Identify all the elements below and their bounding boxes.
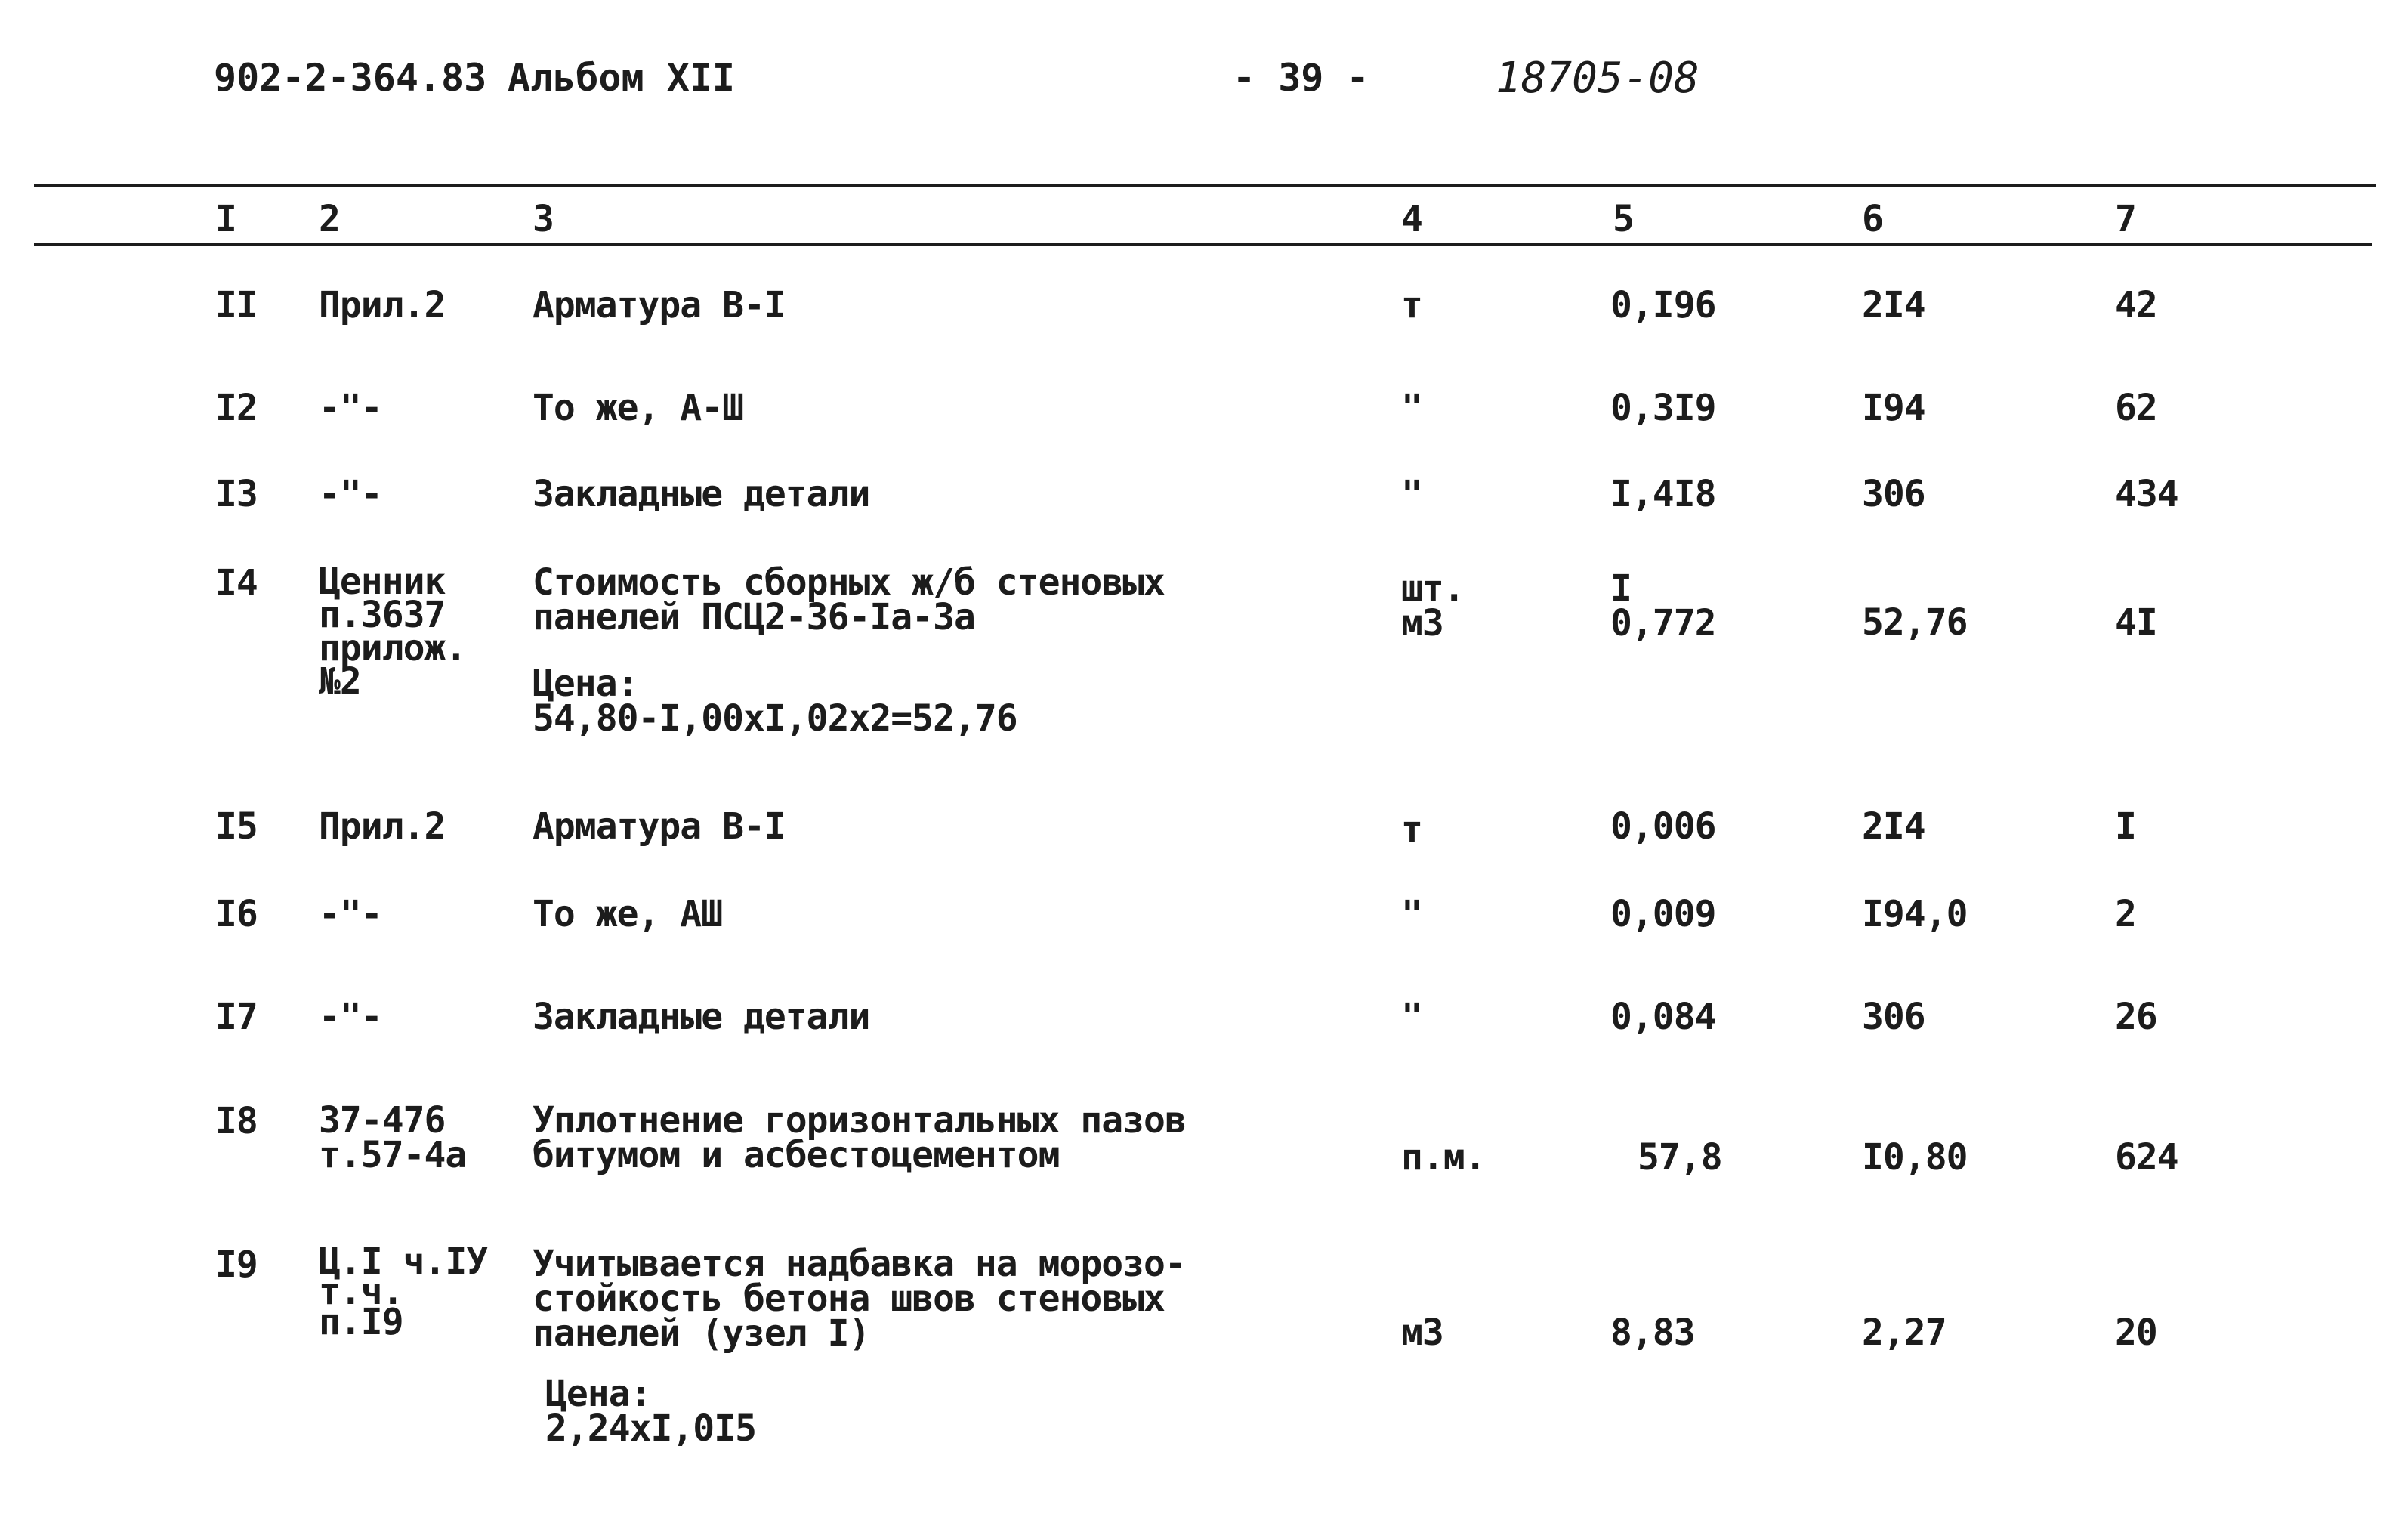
column-header: 2 <box>319 198 341 240</box>
row-number: I2 <box>215 387 258 429</box>
description-cell: Закладные детали <box>533 996 870 1038</box>
quantity-cell: 0,084 <box>1610 996 1716 1038</box>
reference-cell: Прил.2 <box>319 805 446 848</box>
total-cell: 624 <box>2115 1136 2178 1179</box>
price-note: Цена: 2,24хI,0I5 <box>545 1373 756 1450</box>
unit-price-cell: 2I4 <box>1862 805 1925 848</box>
table-top-rule <box>34 184 2376 187</box>
unit-cell: " <box>1401 387 1422 429</box>
total-cell: 4I <box>2115 601 2157 644</box>
description-cell: Закладные детали <box>533 473 870 515</box>
total-cell: 62 <box>2115 387 2157 429</box>
row-number: II <box>215 284 258 326</box>
reference-cell: 37-476 т.57-4а <box>319 1099 467 1176</box>
reference-cell: Ц.I ч.IУ т.ч. п.I9 <box>319 1240 488 1343</box>
page-number: - 39 - <box>1233 56 1369 100</box>
reference-cell: -"- <box>319 996 382 1038</box>
reference-cell: -"- <box>319 473 382 515</box>
quantity-cell: 57,8 <box>1638 1136 1722 1179</box>
quantity-cell: 0,3I9 <box>1610 387 1716 429</box>
quantity-cell: I 0,772 <box>1610 567 1716 644</box>
row-number: I7 <box>215 996 258 1038</box>
reference-cell: -"- <box>319 387 382 429</box>
total-cell: 434 <box>2115 473 2178 515</box>
unit-cell: т <box>1401 284 1422 326</box>
row-number: I6 <box>215 893 258 935</box>
quantity-cell: 0,009 <box>1610 893 1716 935</box>
unit-cell: " <box>1401 893 1422 935</box>
quantity-cell: 0,I96 <box>1610 284 1716 326</box>
row-number: I5 <box>215 805 258 848</box>
description-cell: Арматура В-I <box>533 805 786 848</box>
column-header: 6 <box>1862 198 1884 240</box>
unit-price-cell: I94,0 <box>1862 893 1968 935</box>
unit-price-cell: I94 <box>1862 387 1925 429</box>
column-header: I <box>215 198 237 240</box>
unit-cell: " <box>1401 996 1422 1038</box>
unit-price-cell: I0,80 <box>1862 1136 1968 1179</box>
quantity-cell: 0,006 <box>1610 805 1716 848</box>
reference-cell: Прил.2 <box>319 284 446 326</box>
total-cell: I <box>2115 805 2136 848</box>
unit-price-cell: 306 <box>1862 996 1925 1038</box>
unit-cell: шт. м3 <box>1401 567 1465 644</box>
unit-cell: п.м. <box>1401 1136 1486 1179</box>
description-cell: Уплотнение горизонтальных пазов битумом и асбестоцементом <box>533 1099 1186 1176</box>
column-header: 3 <box>533 198 554 240</box>
reference-cell: -"- <box>319 893 382 935</box>
unit-cell: м3 <box>1401 1312 1443 1354</box>
document-code: 902-2-364.83 <box>214 56 487 100</box>
unit-price-cell: 2I4 <box>1862 284 1925 326</box>
description-cell: То же, АШ <box>533 893 723 935</box>
total-cell: 20 <box>2115 1312 2157 1354</box>
description-cell: Стоимость сборных ж/б стеновых панелей ПСЦ2-36-Iа-3а <box>533 561 1165 638</box>
description-cell: Арматура В-I <box>533 284 786 326</box>
column-header: 4 <box>1401 198 1423 240</box>
reference-cell: Ценник п.3637 прилож. №2 <box>319 561 467 703</box>
unit-cell: " <box>1401 473 1422 515</box>
quantity-cell: I,4I8 <box>1610 473 1716 515</box>
description-cell: Учитывается надбавка на морозо- стойкость бетона швов стеновых панелей (узел I) <box>533 1243 1186 1355</box>
handwritten-stamp-number: 18705-08 <box>1496 54 1699 103</box>
column-header: 7 <box>2115 198 2137 240</box>
price-note: Цена: 54,80-I,00хI,02х2=52,76 <box>533 663 1017 740</box>
row-number: I3 <box>215 473 258 515</box>
album-label: Альбом XII <box>508 56 736 100</box>
unit-cell: т <box>1401 808 1422 851</box>
table-header-rule <box>34 243 2372 246</box>
row-number: I4 <box>215 562 258 604</box>
unit-price-cell: 2,27 <box>1862 1312 1946 1354</box>
row-number: I9 <box>215 1244 258 1286</box>
description-cell: То же, А-Ш <box>533 387 743 429</box>
quantity-cell: 8,83 <box>1610 1312 1695 1354</box>
total-cell: 26 <box>2115 996 2157 1038</box>
column-header: 5 <box>1613 198 1635 240</box>
unit-price-cell: 306 <box>1862 473 1925 515</box>
total-cell: 42 <box>2115 284 2157 326</box>
row-number: I8 <box>215 1100 258 1142</box>
total-cell: 2 <box>2115 893 2136 935</box>
unit-price-cell: 52,76 <box>1862 601 1968 644</box>
